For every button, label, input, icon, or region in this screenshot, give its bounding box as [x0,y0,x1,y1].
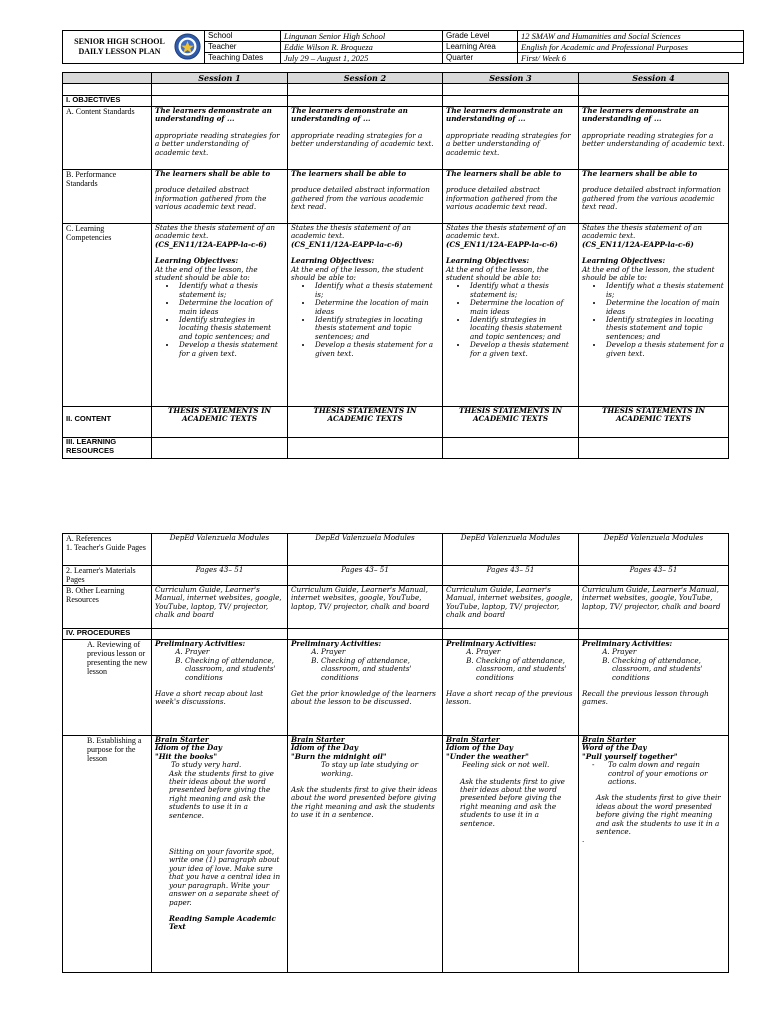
content-standards-s2 [288,107,443,170]
session-3-header: Session 3 [443,73,579,84]
ask-s1: Ask the students first to give their ideas about the word presented before giving the right meaning and ask the students to use it in a sentence. [169,768,274,820]
objectives-label: I. OBJECTIVES [63,96,152,107]
brain-starter: Brain Starter [582,735,636,744]
idiom-s2: "Burn the midnight oil" [291,751,387,761]
competency-code: (CS_EN11/12A-EAPP-la-c-6) [291,239,403,249]
stray-mark: . [582,835,585,845]
preliminary-activities-heading: Preliminary Activities: [582,639,673,648]
empty-cell [443,629,579,640]
review-row [63,640,729,736]
teacher-value: Eddie Wilson R. Broqueza [281,42,443,53]
learning-objective-item: • Identify what a thesis statement is; [313,282,439,299]
content-standards-row [63,107,729,170]
learning-objective-item: • Develop a thesis statement for a given text. [468,341,575,358]
quarter-label: Quarter [443,53,518,64]
preliminary-activity-item: A. Prayer [476,648,575,656]
writing-task: Sitting on your favorite spot, write one (1) paragraph about your idea of love. Make sure that you have a central idea in your paragraph. Write your answer on a separate sheet of paper. [169,847,281,907]
plan-title [63,31,205,64]
preliminary-activity-item: B. Checking of attendance, classroom, and students' conditions [612,657,725,682]
review-text: Have a short recap about last week's discussions. [155,689,264,707]
ps-lead: The learners shall be able to [291,169,407,178]
objectives-row [63,96,729,107]
learning-objective-item: • Develop a thesis statement for a given text. [313,341,439,358]
ask-s3: Ask the students first to give their ideas about the word presented before giving the right meaning and ask the students to use it in a sentence. [460,776,565,828]
other-s1: Curriculum Guide, Learner's Manual, internet websites, google, YouTube, laptop, TV/ projector, chalk and board [152,586,288,629]
performance-row [63,170,729,224]
competencies-s4 [579,224,729,407]
content-standards-label: A. Content Standards [63,107,152,170]
plan-table-objectives [62,72,729,459]
dates-value: July 29 – August 1, 2025 [281,53,443,64]
learning-objectives-heading: Learning Objectives: [155,256,239,266]
cs-text: appropriate reading strategies for a better understanding of academic text. [446,130,571,157]
cs-lead: The learners demonstrate an understanding of ... [291,106,408,124]
other-s2: Curriculum Guide, Learner's Manual, internet websites, google, YouTube, laptop, TV/ projector, chalk and board [288,586,443,629]
lm-s1: Pages 43– 51 [152,566,288,586]
cs-lead: The learners demonstrate an understanding of ... [582,106,699,124]
performance-s3 [443,170,579,224]
empty-cell [288,629,443,640]
tg-s1: DepEd Valenzuela Modules [152,534,288,566]
other-s4: Curriculum Guide, Learner's Manual, internet websites, google, YouTube, laptop, TV/ projector, chalk and board [579,586,729,629]
performance-s1 [152,170,288,224]
empty-cell [579,438,729,459]
preliminary-activities-heading: Preliminary Activities: [155,639,246,648]
idiom-heading: Idiom of the Day [155,743,223,753]
idiom-s1: "Hit the books" [155,751,218,761]
review-s2 [288,640,443,736]
resources-row [63,438,729,459]
empty-cell [443,96,579,107]
performance-s2 [288,170,443,224]
content-title-s4: THESIS STATEMENTS IN ACADEMIC TEXTS [579,407,729,438]
learning-objective-item: • Identify strategies in locating thesis statement and topic sentences; and [177,316,284,341]
learning-objectives-list [582,282,725,358]
review-label: A. Reviewing of previous lesson or presenting the new lesson [63,640,152,736]
quarter-value: First/ Week 6 [518,53,744,64]
review-text: Have a short recap of the previous lesson. [446,689,573,707]
learning-objectives-list [446,282,575,358]
cs-text: appropriate reading strategies for a better understanding of academic text. [582,130,725,149]
preliminary-activities-heading: Preliminary Activities: [291,639,382,648]
competency-code: (CS_EN11/12A-EAPP-la-c-6) [446,239,558,249]
session-2-header: Session 2 [288,73,443,84]
tg-s2: DepEd Valenzuela Modules [288,534,443,566]
preliminary-activities-list [155,648,284,682]
competencies-s1 [152,224,288,407]
tg-s4: DepEd Valenzuela Modules [579,534,729,566]
learning-objective-item: • Identify strategies in locating thesis statement and topic sentences; and [468,316,575,341]
area-value: English for Academic and Professional Purposes [518,42,744,53]
lm-s2: Pages 43– 51 [288,566,443,586]
ask-s2: Ask the students first to give their ideas about the word presented before giving the right meaning and ask the students to use it in a sentence. [291,785,438,820]
spacer-cell [579,84,729,96]
empty-cell [152,438,288,459]
content-row [63,407,729,438]
review-s1 [152,640,288,736]
competency-code: (CS_EN11/12A-EAPP-la-c-6) [582,239,694,249]
content-title-s1: THESIS STATEMENTS IN ACADEMIC TEXTS [152,407,288,438]
competencies-s3 [443,224,579,407]
brain-starter: Brain Starter [291,735,345,744]
learning-objectives-intro: At the end of the lesson, the student should be able to: [446,264,549,283]
ps-text: produce detailed abstract information gathered from the various academic text read. [446,185,558,212]
learning-objectives-heading: Learning Objectives: [582,256,666,266]
purpose-s1 [152,736,288,973]
learning-objective-item: • Identify strategies in locating thesis statement and topic sentences; and [313,316,439,341]
references-row [63,534,729,566]
plan-table-procedures [62,533,729,973]
learning-objectives-list [291,282,439,358]
ps-lead: The learners shall be able to [446,169,562,178]
empty-cell [152,96,288,107]
spacer-cell [288,84,443,96]
learning-objective-item: • Develop a thesis statement for a given text. [177,341,284,358]
spacer-cell [63,84,152,96]
ps-text: produce detailed abstract information gathered from the various academic text read. [582,185,721,212]
tg-label: 1. Teacher's Guide Pages [66,543,146,552]
content-title-s2: THESIS STATEMENTS IN ACADEMIC TEXTS [288,407,443,438]
spacer-row [63,84,729,96]
competencies-label: C. Learning Competencies [63,224,152,407]
ps-lead: The learners shall be able to [582,169,698,178]
preliminary-activity-item: A. Prayer [321,648,439,656]
review-text: Recall the previous lesson through games. [582,689,709,707]
preliminary-activities-list [582,648,725,682]
cs-lead: The learners demonstrate an understanding of ... [446,106,563,124]
header-table [62,30,744,64]
learning-objectives-intro: At the end of the lesson, the student should be able to: [155,264,258,283]
brain-starter: Brain Starter [446,735,500,744]
school-value: Lingunan Senior High School [281,31,443,42]
lm-s4: Pages 43– 51 [579,566,729,586]
learning-objective-item: • Determine the location of main ideas [313,299,439,316]
sessions-corner [63,73,152,84]
empty-cell [443,438,579,459]
title-line-2: DAILY LESSON PLAN [78,47,161,56]
cs-text: appropriate reading strategies for a better understanding of academic text. [155,130,280,157]
sessions-header-row [63,73,729,84]
preliminary-activity-item: B. Checking of attendance, classroom, and students' conditions [185,657,284,682]
ps-text: produce detailed abstract information gathered from the various academic text read. [155,185,267,212]
content-standards-s4 [579,107,729,170]
references-title: A. References [66,534,112,543]
learning-objective-item: • Determine the location of main ideas [468,299,575,316]
learning-objectives-intro: At the end of the lesson, the student should be able to: [291,264,424,283]
purpose-label: B. Establishing a purpose for the lesson [63,736,152,973]
competency-text: States the thesis statement of an academic text. [291,223,412,241]
competency-code: (CS_EN11/12A-EAPP-la-c-6) [155,239,267,249]
meaning-s3: Feeling sick or not well. [462,760,550,770]
school-label: School [205,31,281,42]
empty-cell [288,96,443,107]
competency-text: States the thesis statement of an academic text. [446,223,567,241]
dates-label: Teaching Dates [205,53,281,64]
brain-starter: Brain Starter [155,735,209,744]
learning-objective-item: • Identify what a thesis statement is; [604,282,725,299]
idiom-heading: Idiom of the Day [291,743,359,753]
content-label: II. CONTENT [63,407,152,438]
ps-lead: The learners shall be able to [155,169,271,178]
idiom-s3: "Under the weather" [446,751,529,761]
meaning-s4: - To calm down and regain control of your emotions or actions. [608,761,725,786]
preliminary-activities-list [291,648,439,682]
word-heading: Word of the Day [582,743,647,753]
preliminary-activities-list [446,648,575,682]
ps-text: produce detailed abstract information gathered from the various academic text read. [291,185,430,212]
idiom-s4: "Pull yourself together" [582,751,678,761]
purpose-s2 [288,736,443,973]
other-s3: Curriculum Guide, Learner's Manual, internet websites, google, YouTube, laptop, TV/ projector, chalk and board [443,586,579,629]
competencies-row [63,224,729,407]
teacher-label: Teacher [205,42,281,53]
other-label: B. Other Learning Resources [63,586,152,629]
content-standards-s1 [152,107,288,170]
learning-objective-item: • Identify strategies in locating thesis statement and topic sentences; and [604,316,725,341]
preliminary-activities-heading: Preliminary Activities: [446,639,537,648]
learning-objectives-list [155,282,284,358]
deped-seal-icon [174,33,201,60]
preliminary-activity-item: B. Checking of attendance, classroom, and students' conditions [321,657,439,682]
lm-s3: Pages 43– 51 [443,566,579,586]
learning-objectives-intro: At the end of the lesson, the student should be able to: [582,264,715,283]
preliminary-activity-item: A. Prayer [185,648,284,656]
learning-objective-item: • Identify what a thesis statement is; [468,282,575,299]
other-resources-row [63,586,729,629]
empty-cell [152,629,288,640]
empty-cell [579,629,729,640]
grade-value: 12 SMAW and Humanities and Social Sciences [518,31,744,42]
content-standards-s3 [443,107,579,170]
performance-s4 [579,170,729,224]
competency-text: States the thesis statement of an academic text. [155,223,276,241]
procedures-row [63,629,729,640]
session-1-header: Session 1 [152,73,288,84]
area-label: Learning Area [443,42,518,53]
cs-text: appropriate reading strategies for a better understanding of academic text. [291,130,434,149]
review-s4 [579,640,729,736]
empty-cell [288,438,443,459]
session-4-header: Session 4 [579,73,729,84]
learning-objective-item: • Identify what a thesis statement is; [177,282,284,299]
meaning-s2: To stay up late studying or working. [321,760,419,778]
learning-objectives-heading: Learning Objectives: [446,256,530,266]
meaning-list-s4 [582,761,725,786]
competency-text: States the thesis statement of an academic text. [582,223,703,241]
performance-label: B. Performance Standards [63,170,152,224]
competencies-s2 [288,224,443,407]
spacer-cell [152,84,288,96]
references-label [63,534,152,566]
tg-s3: DepEd Valenzuela Modules [443,534,579,566]
learning-objective-item: • Determine the location of main ideas [177,299,284,316]
review-s3 [443,640,579,736]
preliminary-activity-item: A. Prayer [612,648,725,656]
grade-label: Grade Level [443,31,518,42]
purpose-s4 [579,736,729,973]
meaning-s1: To study very hard. [171,760,242,770]
content-title-s3: THESIS STATEMENTS IN ACADEMIC TEXTS [443,407,579,438]
learning-objectives-heading: Learning Objectives: [291,256,375,266]
purpose-row [63,736,729,973]
spacer-cell [443,84,579,96]
purpose-s3 [443,736,579,973]
idiom-heading: Idiom of the Day [446,743,514,753]
lm-row [63,566,729,586]
empty-cell [579,96,729,107]
resources-label: III. LEARNING RESOURCES [63,438,152,459]
title-line-1: SENIOR HIGH SCHOOL [74,37,165,46]
learning-objective-item: • Develop a thesis statement for a given text. [604,341,725,358]
lm-label: 2. Learner's Materials Pages [63,566,152,586]
preliminary-activity-item: B. Checking of attendance, classroom, and students' conditions [476,657,575,682]
reading-sample: Reading Sample Academic Text [169,913,276,932]
review-text: Get the prior knowledge of the learners about the lesson to be discussed. [291,689,436,707]
cs-lead: The learners demonstrate an understanding of ... [155,106,272,124]
procedures-label: IV. PROCEDURES [63,629,152,640]
ask-s4: Ask the students first to give their ideas about the word presented before giving the right meaning and ask the students to use it in a sentence. [596,793,721,837]
learning-objective-item: • Determine the location of main ideas [604,299,725,316]
